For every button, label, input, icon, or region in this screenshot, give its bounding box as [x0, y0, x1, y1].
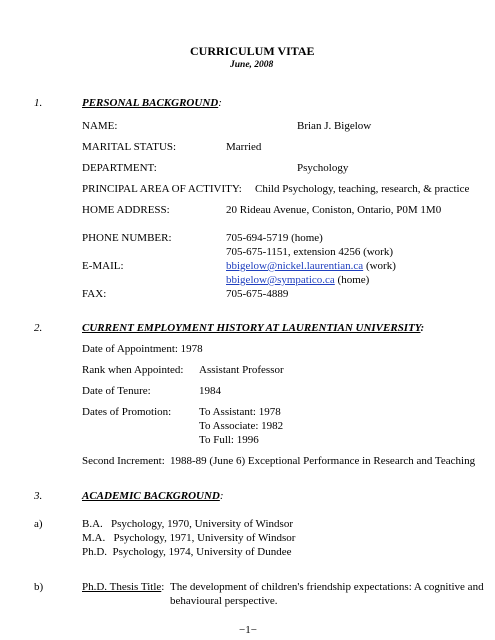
- thesis-marker: b): [34, 581, 44, 593]
- section-3-number: 3.: [34, 490, 43, 502]
- section-2-number: 2.: [34, 322, 43, 334]
- email-label: E-MAIL:: [82, 260, 124, 272]
- page-number: −1−: [239, 624, 257, 636]
- rank-value: Assistant Professor: [199, 364, 284, 376]
- rank-label: Rank when Appointed:: [82, 364, 184, 376]
- name-value: Brian J. Bigelow: [297, 120, 372, 132]
- thesis-label-colon: :: [161, 581, 165, 593]
- thesis-label: Ph.D. Thesis Title: [82, 581, 162, 593]
- phone-work: 705-675-1151, extension 4256 (work): [226, 246, 394, 258]
- section-3-heading-suffix: :: [219, 490, 224, 502]
- department-value: Psychology: [297, 162, 349, 174]
- degree-ma: M.A. Psychology, 1971, University of Windsor: [82, 532, 296, 544]
- marital-status-value: Married: [226, 141, 262, 153]
- appointment-date: Date of Appointment: 1978: [82, 343, 203, 355]
- section-2-heading-wrap: [82, 322, 424, 335]
- promotion-associate: To Associate: 1982: [199, 420, 284, 432]
- name-label: NAME:: [82, 120, 118, 132]
- email-work-link[interactable]: bbigelow@nickel.laurentian.ca: [226, 260, 364, 272]
- marital-status-label: MARITAL STATUS:: [82, 141, 177, 153]
- degree-phd: Ph.D. Psychology, 1974, University of Dundee: [82, 546, 292, 558]
- degree-ba: B.A. Psychology, 1970, University of Windsor: [82, 518, 293, 530]
- thesis-title-line-1: The development of children's friendship expectations: A cognitive and: [170, 581, 484, 593]
- cv-title: CURRICULUM VITAE: [190, 44, 315, 58]
- section-3-heading: ACADEMIC BACKGROUND: [82, 490, 220, 502]
- increment-value: 1988-89 (June 6) Exceptional Performance in Research and Teaching: [170, 455, 476, 467]
- promotion-full: To Full: 1996: [199, 434, 259, 446]
- section-1-heading-suffix: :: [218, 97, 222, 109]
- email-home-suffix: (home): [334, 274, 370, 286]
- section-3-heading-wrap: [82, 490, 224, 503]
- phone-home: 705-694-5719 (home): [226, 232, 323, 244]
- home-address-label: HOME ADDRESS:: [82, 204, 170, 216]
- thesis-label-wrap: [82, 581, 164, 594]
- section-2-heading-suffix: :: [420, 322, 425, 334]
- principal-area-label: PRINCIPAL AREA OF ACTIVITY:: [82, 183, 242, 195]
- cv-date: June, 2008: [230, 60, 274, 70]
- thesis-title-line-2: behavioural perspective.: [170, 595, 278, 607]
- email-work-line: [226, 260, 396, 273]
- fax-label: FAX:: [82, 288, 107, 300]
- principal-area-value: Child Psychology, teaching, research, & practice: [255, 183, 470, 195]
- home-address-value: 20 Rideau Avenue, Coniston, Ontario, P0M 1M0: [226, 204, 442, 216]
- section-1-heading: PERSONAL BACKGROUND: [82, 97, 219, 109]
- increment-label: Second Increment:: [82, 455, 165, 467]
- tenure-label: Date of Tenure:: [82, 385, 151, 397]
- department-label: DEPARTMENT:: [82, 162, 157, 174]
- section-2-heading: CURRENT EMPLOYMENT HISTORY AT LAURENTIAN UNIVERSITY: [82, 322, 421, 334]
- email-home-line: [226, 274, 369, 287]
- phone-label: PHONE NUMBER:: [82, 232, 172, 244]
- degrees-marker: a): [34, 518, 43, 530]
- fax-value: 705-675-4889: [226, 288, 289, 300]
- tenure-value: 1984: [199, 385, 221, 397]
- promotion-label: Dates of Promotion:: [82, 406, 172, 418]
- section-1-number: 1.: [34, 97, 43, 109]
- email-work-suffix: (work): [363, 260, 396, 272]
- promotion-assistant: To Assistant: 1978: [199, 406, 281, 418]
- section-1-heading-wrap: [82, 97, 222, 110]
- email-home-link[interactable]: bbigelow@sympatico.ca: [226, 274, 335, 286]
